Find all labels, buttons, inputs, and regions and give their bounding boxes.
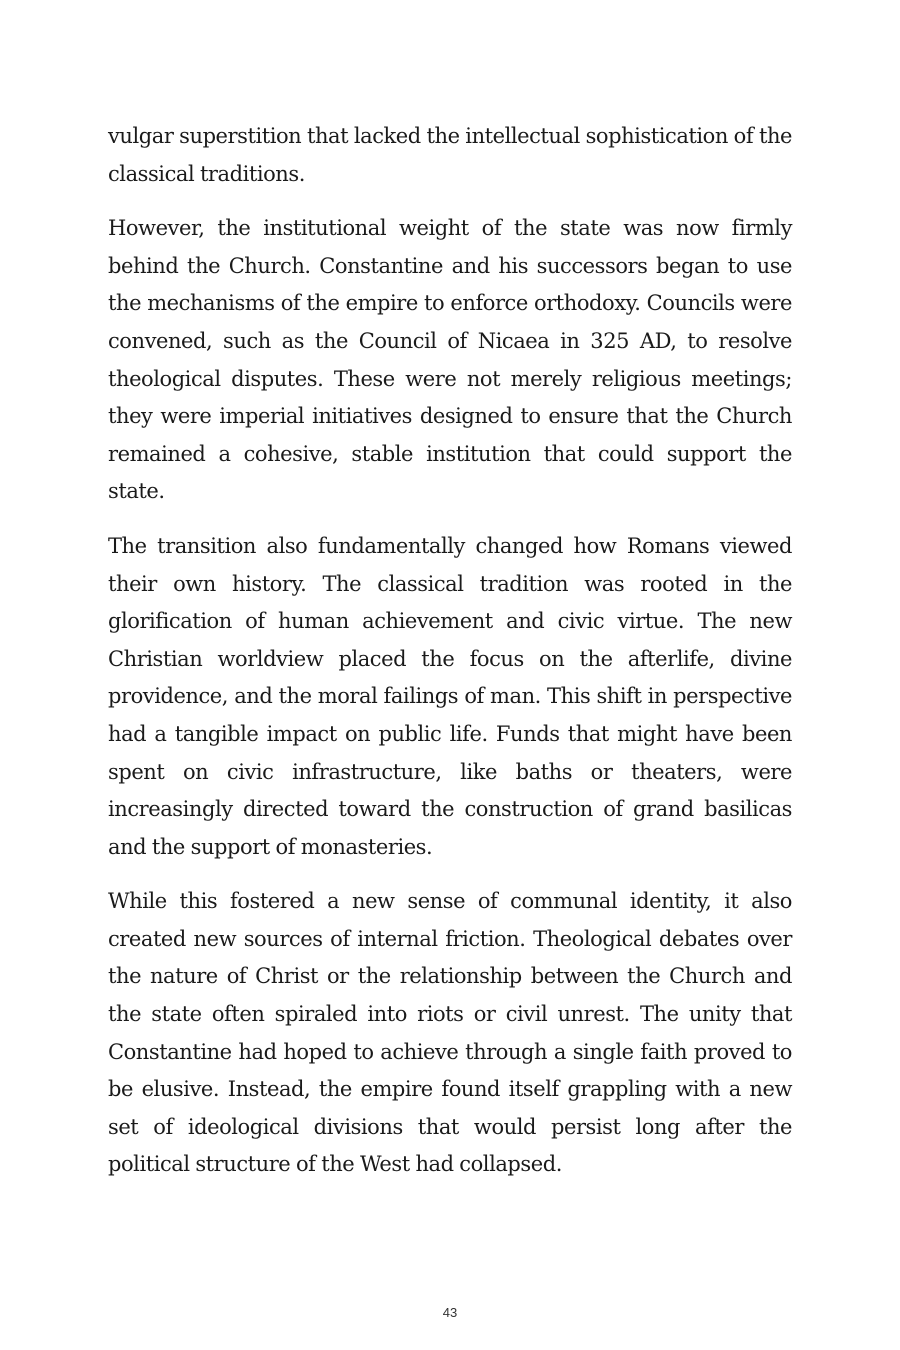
- paragraph-4: While this fostered a new sense of communal identity, it also created new sources of internal friction. Theological debates over the nature of Christ or the relationship between the Church and the state often spiraled into riots or civil unrest. The unity that Constantine had hoped to achieve through a single faith proved to be elusive. Instead, the empire found itself grappling with a new set of ideological divisions that would persist long after the political structure of the West had collapsed.: [108, 889, 792, 1177]
- page-number: 43: [442, 1305, 458, 1320]
- page-body: [108, 118, 792, 1201]
- paragraph-1: vulgar superstition that lacked the intellectual sophistication of the classical traditions.: [108, 124, 792, 186]
- paragraph-2: However, the institutional weight of the state was now firmly behind the Church. Constantine and his successors began to use the mechanisms of the empire to enforce orthodoxy. Councils were convened, such as the Council of Nicaea in 325 AD, to resolve theological disputes. These were not merely religious meetings; they were imperial initiatives designed to ensure that the Church remained a cohesive, stable institution that could support the state.: [108, 216, 792, 504]
- paragraph-3: The transition also fundamentally changed how Romans viewed their own history. The classical tradition was rooted in the glorification of human achievement and civic virtue. The new Christian worldview placed the focus on the afterlife, divine providence, and the moral failings of man. This shift in perspective had a tangible impact on public life. Funds that might have been spent on civic infrastructure, like baths or theaters, were increasingly directed toward the construction of grand basilicas and the support of monasteries.: [108, 533, 792, 859]
